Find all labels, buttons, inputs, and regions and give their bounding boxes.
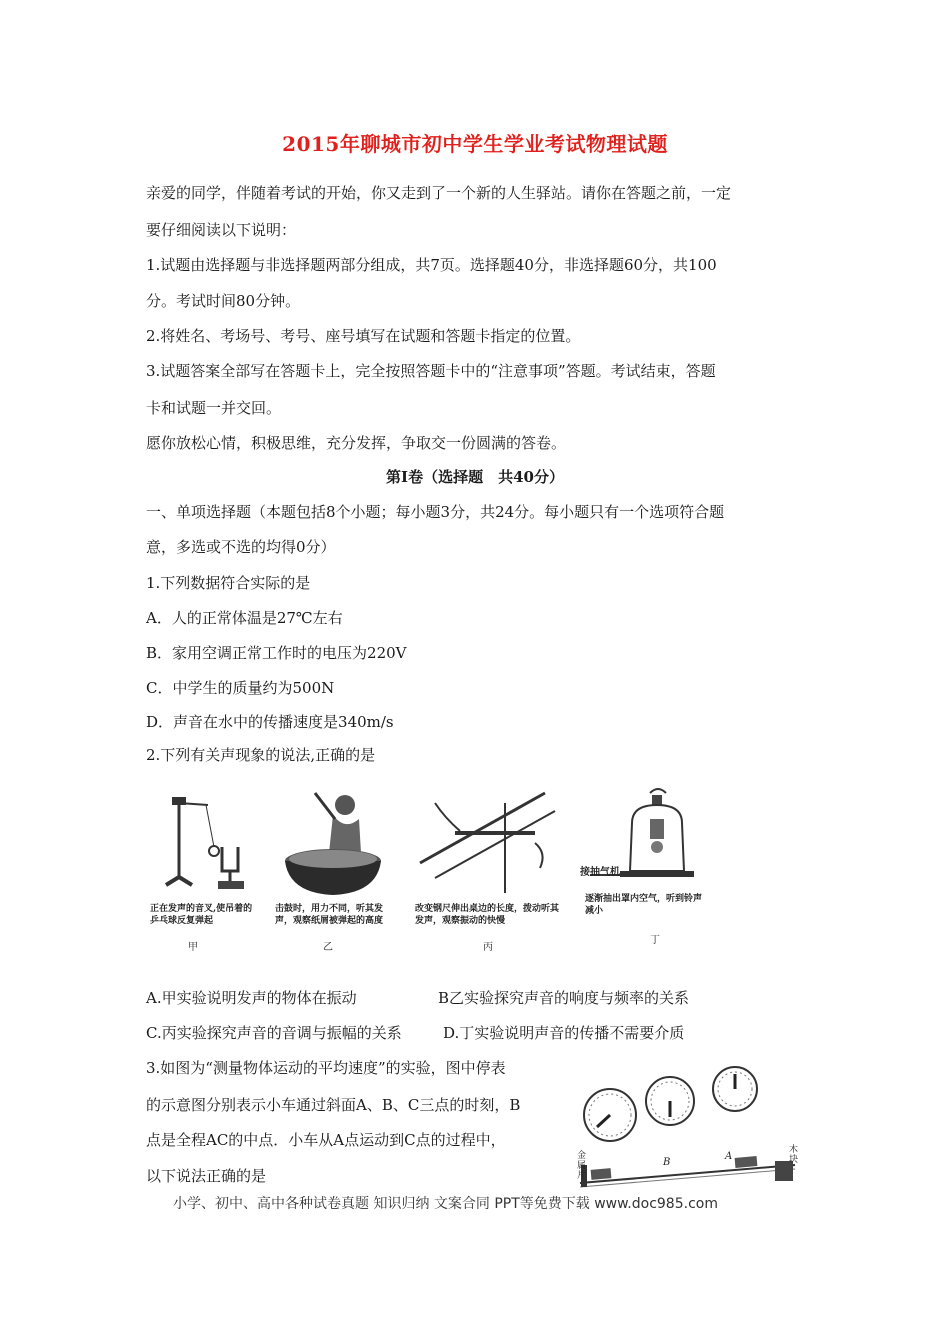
intro-wish: 愿你放松心情，积极思维，充分发挥，争取交一份圆满的答卷。 (146, 434, 567, 452)
instruction-1b: 分。考试时间80分钟。 (146, 292, 301, 310)
ramp-illustration (575, 1065, 805, 1205)
instruction-3b: 卡和试题一并交回。 (146, 399, 282, 417)
q3-ramp-figure (575, 1065, 805, 1205)
instruction-3a: 3.试题答案全部写在答题卡上，完全按照答题卡中的“注意事项”答题。考试结束，答题 (146, 362, 716, 380)
part1-line-2: 意，多选或不选的均得0分） (146, 538, 336, 556)
intro-line-1: 亲爱的同学，伴随着考试的开始，你又走到了一个新的人生驿站。请你在答题之前，一定 (146, 184, 732, 202)
q1-option-b: B．家用空调正常工作时的电压为220V (146, 644, 407, 662)
footer-watermark: 小学、初中、高中各种试卷真题 知识归纳 文案合同 PPT等免费下载 www.doc985.com (173, 1196, 718, 1212)
figure-bing-label: 丙 (483, 942, 493, 953)
figure-bing (415, 783, 565, 958)
q2-figure-strip (150, 783, 730, 958)
q3-line-2: 的示意图分别表示小车通过斜面A、B、C三点的时刻，B (146, 1096, 521, 1114)
q1-option-d: D．声音在水中的传播速度是340m/s (146, 713, 394, 731)
figure-ding (580, 783, 730, 958)
stopwatch-b-icon (646, 1077, 694, 1125)
q3-line-4: 以下说法正确的是 (146, 1167, 267, 1185)
metal-plate-label: 金属片 (577, 1151, 587, 1181)
q2-option-c: C.丙实验探究声音的音调与振幅的关系 (146, 1024, 402, 1042)
pump-label: 接抽气机 (580, 867, 620, 878)
q1-stem: 1.下列数据符合实际的是 (146, 574, 311, 592)
q3-line-1: 3.如图为“测量物体运动的平均速度”的实验，图中停表 (146, 1059, 506, 1077)
intro-line-2: 要仔细阅读以下说明： (146, 221, 297, 239)
instruction-1a: 1.试题由选择题与非选择题两部分组成，共7页。选择题40分，非选择题60分，共100 (146, 256, 717, 274)
instruction-2: 2.将姓名、考场号、考号、座号填写在试题和答题卡指定的位置。 (146, 327, 581, 345)
q2-stem: 2.下列有关声现象的说法,正确的是 (146, 746, 376, 764)
ruler-illustration (415, 783, 565, 903)
stopwatch-c-icon (584, 1089, 636, 1141)
q1-option-a: A．人的正常体温是27℃左右 (146, 609, 343, 627)
drum-illustration (275, 783, 400, 903)
q1-option-c: C．中学生的质量约为500N (146, 679, 335, 697)
point-b-label: B (663, 1157, 671, 1168)
point-a-label: A (725, 1151, 733, 1162)
q2-option-a: A.甲实验说明发声的物体在振动 (146, 989, 357, 1007)
q3-line-3: 点是全程AC的中点．小车从A点运动到C点的过程中， (146, 1131, 506, 1149)
figure-yi (275, 783, 400, 958)
q2-option-d: D.丁实验说明声音的传播不需要介质 (443, 1024, 685, 1042)
page-title: 2015年聊城市初中学生学业考试物理试题 (282, 132, 668, 156)
part1-line-1: 一、单项选择题（本题包括8个小题；每小题3分，共24分。每小题只有一个选项符合题 (146, 503, 725, 521)
figure-jia-label: 甲 (188, 942, 198, 953)
figure-yi-caption: 击鼓时，用力不同，听其发声，观察纸屑被弹起的高度 (275, 904, 384, 926)
stopwatch-a-icon (713, 1067, 757, 1111)
figure-ding-caption: 逐渐抽出罩内空气，听到铃声减小 (585, 894, 703, 916)
section-title: 第Ⅰ卷（选择题 共40分） (386, 468, 564, 486)
tuning-fork-illustration (150, 783, 260, 903)
figure-yi-label: 乙 (323, 942, 333, 953)
figure-jia (150, 783, 260, 958)
q2-option-b: B乙实验探究声音的响度与频率的关系 (438, 989, 690, 1007)
figure-ding-label: 丁 (650, 935, 660, 946)
wood-block-label: 木块 (789, 1145, 799, 1165)
figure-bing-caption: 改变钢尺伸出桌边的长度，拨动听其发声，观察振动的快慢 (415, 904, 560, 926)
figure-jia-caption: 正在发声的音叉,使吊着的乒乓球反复弹起 (150, 904, 253, 926)
